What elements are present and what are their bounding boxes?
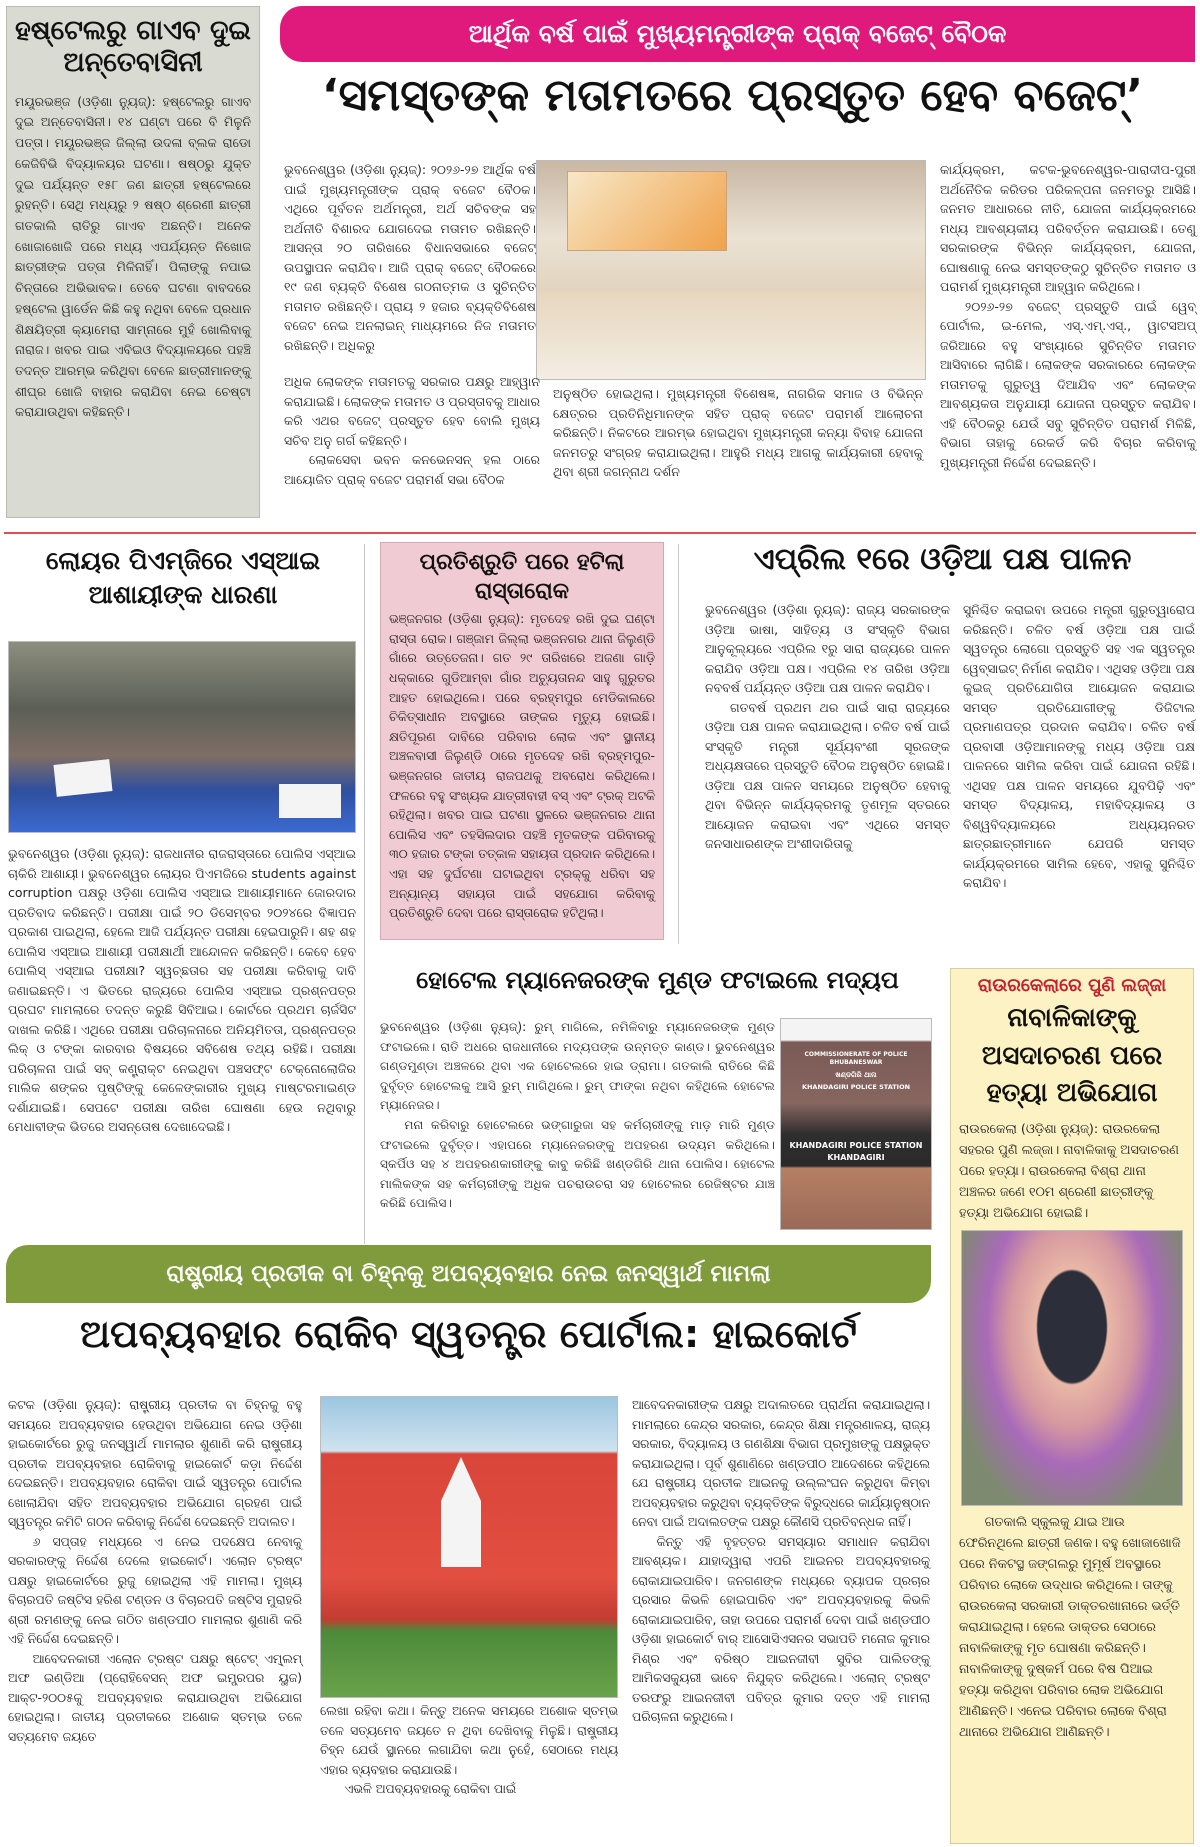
headline-odia-fortnight: ଏପ୍ରିଲ ୧ରେ ଓଡ଼ିଆ ପକ୍ଷ ପାଳନ	[753, 542, 1132, 577]
body-road-block: ଭଞ୍ଜନଗର (ଓଡ଼ିଶା ନ୍ୟୁଜ୍): ମୃତଦେହ ରଖି ଦୁଇ ଘଣ୍ଟା ରାସ୍ତା ରୋକ। ଗଞ୍ଜାମ ଜିଲ୍ଲା ଭଞ୍ଜନଗର ଥାନା ଜିଲୁଣ୍ଡି ଗାଁରେ ଉତ୍ତେଜନା। ଗତ ୨୯ ତାରିଖରେ ଅଜଣା ଗାଡ଼ି ଧକ୍କାରେ ଗୁଡିଆମ୍ବା ଗାଁର ଅଚ୍ୟୁତାନନ୍ଦ ସାହୁ ଗୁରୁତର ଆହତ ହୋଇଥିଲେ। ପରେ ବ୍ରହ୍ମପୁର ମେଡିକାଲରେ ଚିକିତ୍ସାଧୀନ ଅବସ୍ଥାରେ ତାଙ୍କର ମୃତ୍ୟୁ ହୋଇଛି। କ୍ଷତିପୂରଣ ଦାବିରେ ପରିବାର ଲୋକ ଏବଂ ସ୍ଥାନୀୟ ଅଞ୍ଚଳବାସୀ ଜିଲୁଣ୍ଡି ଠାରେ ମୃତଦେହ ରଖି ବ୍ରହ୍ମପୁର-ଭଞ୍ଜନଗର ଜାତୀୟ ରାଜପଥକୁ ଅବରୋଧ କରିଥିଲେ। ଫଳରେ ବହୁ ସଂଖ୍ୟକ ଯାତ୍ରୀବାହୀ ବସ୍ ଏବଂ ଟ୍ରକ୍ ଅଟକି ରହିଥିଲା। ଖବର ପାଇ ଘଟଣା ସ୍ଥଳରେ ଭଞ୍ଜନଗର ଥାନା ପୋଲିସ ଏବଂ ତହସିଲଦାର ପହଞ୍ଚି ମୃତକଙ୍କ ପରିବାରକୁ ୩୦ ହଜାର ଟଙ୍କା ତତ୍କାଳ ସହାୟତା ପ୍ରଦାନ କରିଥିଲେ। ଏହା ସହ ଦୁର୍ଘଟଣା ଘଟାଇଥିବା ଟ୍ରକ୍‌କୁ ଧରିବା ସହ ଅନ୍ୟାନ୍ୟ ସହାୟତା ପାଇଁ ସହଯୋଗ କରିବାକୁ ପ୍ରତିଶ୍ରୁତି ଦେବା ପରେ ରାସ୍ତାରୋକ ହଟିଥିଲା।	[389, 612, 655, 921]
photo-police-station	[780, 1018, 932, 1230]
photo-budget-meeting	[536, 160, 926, 380]
body-odia-fortnight-col1	[705, 600, 950, 854]
body-budget-col3-p2: ୨୦୨୬-୨୭ ବଜେଟ୍ ପ୍ରସ୍ତୁତି ପାଇଁ ୱେବ୍ ପୋର୍ଟାଲ, ଇ-ମେଲ, ଏସ୍.ଏମ୍.ଏସ୍., ୱାଟସଅପ୍ ଜରିଆରେ ବହୁ ସଂଖ୍ୟାରେ ସୁଚିନ୍ତିତ ମତାମତ ଆସିବାରେ ଲାଗିଛି। ଲୋକଙ୍କ ସରକାରରେ ଲୋକଙ୍କ ମତାମତକୁ ଗୁରୁତ୍ୱ ଦିଆଯିବ ଏବଂ ଲୋକଙ୍କ ଆବଶ୍ୟକତା ଅନୁଯାୟୀ ଯୋଜନା ପ୍ରସ୍ତୁତ କରାଯିବ। ଏହି ବୈଠକରୁ ଯେଉଁ ସବୁ ସୁଚିନ୍ତିତ ପରାମର୍ଶ ମିଳିଛି, ବିଭାଗ ତାହାକୁ ରେକର୍ଡ କରି ବିଚାର କରିବାକୁ ମୁଖ୍ୟମନ୍ତ୍ରୀ ନିର୍ଦ୍ଦେଶ ଦେଇଛନ୍ତି।	[940, 298, 1196, 470]
sign-station-line: KHANDAGIRI POLICE STATION	[801, 1083, 911, 1091]
photo-temple-facade	[441, 1457, 481, 1567]
headline-rourkela: ନାବାଳିକାଙ୍କୁ ଅସଦାଚରଣ ପରେ ହତ୍ୟା ଅଭିଯୋଗ	[981, 1003, 1163, 1109]
story-rourkela	[950, 968, 1194, 1844]
sign-commissionerate: COMMISSIONERATE OF POLICE BHUBANESWAR	[804, 1051, 908, 1066]
body-rourkela-p2: ଗତକାଲି ସ୍କୁଲକୁ ଯାଇ ଆଉ ଫେରିନଥିଲେ ଛାତ୍ରୀ ଜଣକ। ବହୁ ଖୋଜାଖୋଜି ପରେ ନିକଟସ୍ଥ ଜଙ୍ଗଲରୁ ମୁମୂର୍ଷ ଅବସ୍ଥାରେ ପରିବାର ଲୋକେ ଉଦ୍ଧାର କରିଥିଲେ। ତାଙ୍କୁ ରାଉରକେଲା ସରକାରୀ ଡାକ୍ତରଖାନାରେ ଭର୍ତ୍ତି କରାଯାଇଥିଲା। ହେଲେ ଡାକ୍ତର ସେଠାରେ ନାବାଳିକାଙ୍କୁ ମୃତ ଘୋଷଣା କରିଛନ୍ତି। ନାବାଳିକାଙ୍କୁ ଦୁଷ୍କର୍ମ ପରେ ବିଷ ପିଆଇ ହତ୍ୟା କରିଥିବା ପରିବାର ଲୋକ ଅଭିଯୋଗ ଆଣିଛନ୍ତି। ଏନେଇ ପରିବାର ଲୋକେ ବିଶ୍ରା ଥାନାରେ ଅଭିଯୋଗ ଆଣିଛନ୍ତି।	[959, 1515, 1181, 1741]
body-budget-col1: ଭୁବନେଶ୍ୱର (ଓଡ଼ିଶା ନ୍ୟୁଜ୍): ୨୦୨୬-୨୭ ଆର୍ଥିକ ବର୍ଷ ପାଇଁ ମୁଖ୍ୟମନ୍ତ୍ରୀଙ୍କ ପ୍ରାକ୍ ବଜେଟ ବୈଠକ। ଏଥିରେ ପୂର୍ବତନ ଅର୍ଥମନ୍ତ୍ରୀ, ଅର୍ଥ ସଚିବଙ୍କ ସହ ଅର୍ଥନୀତି ବିଶାରଦ ଯୋଗଦେଇ ମତାମତ ରଖିଛନ୍ତି। ଆସନ୍ତା ୨୦ ତାରିଖରେ ବିଧାନସଭାରେ ବଜେଟ୍ ଉପସ୍ଥାପନ କରାଯିବ। ଆଜି ପ୍ରାକ୍ ବଜେଟ୍ ବୈଠକରେ ୧୯ ଜଣ ବ୍ୟକ୍ତି ବିଶେଷ ଗଠନାତ୍ମକ ଓ ସୁଚିନ୍ତିତ ମତାମତ ରଖିଛନ୍ତି। ପ୍ରାୟ ୨ ହଜାର ବ୍ୟକ୍ତିବିଶେଷ ବଜେଟ ନେଇ ଅନଲାଇନ୍ ମାଧ୍ୟମରେ ନିଜ ମତାମତ ରଖିଛନ୍ତି। ଅଧିକରୁ	[284, 162, 536, 353]
body-high-court-col3-p1: ଆବେଦନକାରୀଙ୍କ ପକ୍ଷରୁ ଅଦାଲତରେ ପ୍ରାର୍ଥନା କରାଯାଇଥିଲା। ମାମଲାରେ କେନ୍ଦ୍ର ସରକାର, କେନ୍ଦ୍ର ଶିକ୍ଷା ମନ୍ତ୍ରଣାଳୟ, ରାଜ୍ୟ ସରକାର, ବିଦ୍ୟାଳୟ ଓ ଗଣଶିକ୍ଷା ବିଭାଗ ପ୍ରମୁଖଙ୍କୁ ପକ୍ଷଭୁକ୍ତ କରାଯାଇଥିଲା। ପୂର୍ବ ଶୁଣାଣିରେ ଖଣ୍ଡପୀଠ ଆଦେଶରେ କହିଥିଲେ ଯେ ରାଷ୍ଟ୍ରୀୟ ପ୍ରତୀକ ଆଇନକୁ ଉଲ୍ଲଂଘନ କରୁଥିବା କିମ୍ବା ଅପବ୍ୟବହାର କରୁଥିବା ବ୍ୟକ୍ତିଙ୍କ ବିରୁଦ୍ଧରେ କାର୍ଯ୍ୟାନୁଷ୍ଠାନ ନେବା ପାଇଁ ଅଦାଲତଙ୍କ ପକ୍ଷରୁ କୌଣସି ପ୍ରତିବନ୍ଧକ ନାହିଁ।	[632, 1398, 930, 1529]
photo-protest	[8, 641, 356, 833]
body-high-court-col2-p2: ଏଭଳି ଅପବ୍ୟବହାରକୁ ରୋକିବା ପାଇଁ	[344, 1782, 517, 1796]
body-high-court-col2	[320, 1702, 618, 1800]
protest-placard	[279, 784, 341, 818]
body-high-court-col3	[632, 1396, 930, 1728]
body-high-court-p1: କଟକ (ଓଡ଼ିଶା ନ୍ୟୁଜ୍): ରାଷ୍ଟ୍ରୀୟ ପ୍ରତୀକ ବା ଚିହ୍ନକୁ ବହୁ ସମୟରେ ଅପବ୍ୟବହାର ହେଉଥିବା ଅଭିଯୋଗ ନେଇ ଓଡ଼ିଶା ହାଇକୋର୍ଟରେ ରୁଜୁ ଜନସ୍ୱାର୍ଥ ମାମଲାର ଶୁଣାଣି କରି ରାଷ୍ଟ୍ରୀୟ ପ୍ରତୀକ ଅପବ୍ୟବହାର ରୋକିବାକୁ ହାଇକୋର୍ଟ କଡ଼ା ନିର୍ଦ୍ଦେଶ ଦେଇଛନ୍ତି। ଅପବ୍ୟବହାର ରୋକିବା ପାଇଁ ସ୍ୱତନ୍ତ୍ର ପୋର୍ଟାଲ ଖୋଲାଯିବା ସହିତ ଅପବ୍ୟବହାର ଅଭିଯୋଗ ଗ୍ରହଣ ପାଇଁ ସ୍ୱତନ୍ତ୍ର କମିଟି ଗଠନ କରିବାକୁ ନିର୍ଦ୍ଦେଶ ଦେଇଛନ୍ତି ଅଦାଲତ।	[8, 1398, 302, 1529]
photo-banner	[567, 171, 727, 251]
kicker-rourkela: ରାଉରକେଲାରେ ପୁଣି ଲଜ୍ଜା	[977, 975, 1167, 996]
story-hostel	[6, 6, 260, 518]
kicker-budget: ଆର୍ଥିକ ବର୍ଷ ପାଇଁ ମୁଖ୍ୟମନ୍ତ୍ରୀଙ୍କ ପ୍ରାକ୍ ବଜେଟ୍ ବୈଠକ	[280, 6, 1195, 62]
headline-budget: ‘ସମସ୍ତଙ୍କ ମତାମତରେ ପ୍ରସ୍ତୁତ ହେବ ବଜେଟ୍’	[321, 70, 1144, 121]
headline-road-block: ପ୍ରତିଶ୍ରୁତି ପରେ ହଟିଲା ରାସ୍ତାରୋକ	[419, 550, 625, 604]
board-line2: KHANDAGIRI	[827, 1153, 885, 1162]
body-odia-fortnight-col2: ସୁନିଶ୍ଚିତ କରାଇବା ଉପରେ ମନ୍ତ୍ରୀ ଗୁରୁତ୍ୱାରୋପ କରିଛନ୍ତି। ଚଳିତ ବର୍ଷ ଓଡ଼ିଆ ପକ୍ଷ ପାଇଁ ସ୍ୱତନ୍ତ୍ର ଲୋଗୋ ପ୍ରସ୍ତୁତି ସହ ଏକ ସ୍ୱତନ୍ତ୍ର ୱେବ୍‌ସାଇଟ୍ ନିର୍ମାଣ କରାଯିବ। ଏଥିସହ ଓଡ଼ିଆ ପକ୍ଷ କୁଇଜ୍ ପ୍ରତିଯୋଗିତା ଆୟୋଜନ କରାଯାଇ ସମସ୍ତ ପ୍ରତିଯୋଗୀଙ୍କୁ ଡିଜିଟାଲ ପ୍ରମାଣପତ୍ର ପ୍ରଦାନ କରାଯିବ। ଚଳିତ ବର୍ଷ ପ୍ରବାସୀ ଓଡ଼ିଆମାନଙ୍କୁ ମଧ୍ୟ ଓଡ଼ିଆ ପକ୍ଷ ପାଳନରେ ସାମିଲ କରିବା ପାଇଁ ଯୋଜନା ରହିଛି। ଏଥିସହ ପକ୍ଷ ପାଳନ ସମୟରେ ଯୁବପିଢ଼ି ଏବଂ ସମସ୍ତ ବିଦ୍ୟାଳୟ, ମହାବିଦ୍ୟାଳୟ ଓ ବିଶ୍ୱବିଦ୍ୟାଳୟରେ ଅଧ୍ୟୟନରତ ଛାତ୍ରଛାତ୍ରୀମାନେ ଯେପରି ସମସ୍ତ କାର୍ଯ୍ୟକ୍ରମରେ ସାମିଲ ହେବେ, ଏହାକୁ ସୁନିଶ୍ଚିତ କରାଯିବ।	[963, 602, 1195, 890]
body-high-court-p2: ୬ ସପ୍ତାହ ମଧ୍ୟରେ ଏ ନେଇ ପଦକ୍ଷେପ ନେବାକୁ ସରକାରଙ୍କୁ ନିର୍ଦ୍ଦେଶ ଦେଲେ ହାଇକୋର୍ଟ। ଏଲୋନ ଟ୍ରଷ୍ଟ ପକ୍ଷରୁ ହାଇକୋର୍ଟରେ ରୁଜୁ ହୋଇଥିଲା ଏହି ମାମଲା। ମୁଖ୍ୟ ବିଚାରପତି ଜଷ୍ଟିସ ହରିଶ ଟଣ୍ଡନ ଓ ବିଚାରପତି ଜଷ୍ଟିସ ମୁରାହରି ଶ୍ରୀ ରମଣଙ୍କୁ ନେଇ ଗଠିତ ଖଣ୍ଡପୀଠ ମାମଲାର ଶୁଣାଣି କରି ଏହି ନିର୍ଦ୍ଦେଶ ଦେଇଛନ୍ତି।	[8, 1534, 302, 1646]
photo-high-court-building	[320, 1396, 618, 1698]
body-hotel-p2: ମନା କରିବାରୁ ହୋଟେଲରେ ଭଙ୍ଗାରୁଜା ସହ କର୍ମଚାରୀଙ୍କୁ ମାଡ଼ ମାରି ମୁଣ୍ଡ ଫଟାଇଲେ ଦୁର୍ବୃତ୍ତ। ଏହାପରେ ମ୍ୟାନେଜରଙ୍କୁ ଅପହରଣ ଉଦ୍ୟମ କରିଥିଲେ। ସ୍କର୍ପିଓ ସହ ୪ ଅପହରଣକାରୀଙ୍କୁ କାବୁ କରିଛି ଖଣ୍ଡଗିରି ଥାନା ପୋଲିସ। ହୋଟେଲ ମାଲିକଙ୍କ ସହ କର୍ମଚାରୀଙ୍କୁ ଅଧିକ ପଚରାଉଚରା ସହ ହୋଟେଲର ରେଜିଷ୍ଟର ଯାଞ୍ଚ କରିଛି ପୋଲିସ।	[380, 1117, 775, 1211]
body-budget-col3	[940, 160, 1196, 472]
body-budget-col2: ଅନୁଷ୍ଠିତ ହୋଇଥିଲା। ମୁଖ୍ୟମନ୍ତ୍ରୀ ବିଶେଷଜ୍ଞ, ନାଗରିକ ସମାଜ ଓ ବିଭିନ୍ନ କ୍ଷେତ୍ରର ପ୍ରତିନିଧିମାନଙ୍କ ସହିତ ପ୍ରାକ୍ ବଜେଟ ପରାମର୍ଶ ଆଲୋଚନା କରିଛନ୍ତି। ନିକଟରେ ଆରମ୍ଭ ହୋଇଥିବା ମୁଖ୍ୟମନ୍ତ୍ରୀ କନ୍ୟା ବିବାହ ଯୋଜନା ଜନମତରୁ ସଂଗ୍ରହ କରାଯାଇଥିଲା। ଆହୁରି ମଧ୍ୟ ଆଗକୁ କାର୍ଯ୍ୟକାରୀ ହେବାକୁ ଥିବା ଶ୍ରୀ ଜଗନ୍ନାଥ ଦର୍ଶନ	[553, 386, 923, 479]
body-budget-col1-tail: ଅଧିକ ଲୋକଙ୍କ ମତାମତକୁ ସରକାର ପକ୍ଷରୁ ଆହ୍ୱାନ କରାଯାଇଛି। ଲୋକଙ୍କ ମତାମତ ଓ ପ୍ରସ୍ତାବକୁ ଆଧାର କରି ଏଥର ବଜେଟ୍ ପ୍ରସ୍ତୁତ ହେବ ବୋଲି ମୁଖ୍ୟ ସଚିବ ଅନୁ ଗର୍ଗ କହିଛନ୍ତି।	[284, 374, 540, 448]
headline-hotel: ହୋଟେଲ ମ୍ୟାନେଜରଙ୍କ ମୁଣ୍ଡ ଫଟାଇଲେ ମଦ୍ୟପ	[416, 966, 899, 994]
kicker-high-court: ରାଷ୍ଟ୍ରୀୟ ପ୍ରତୀକ ବା ଚିହ୍ନକୁ ଅପବ୍ୟବହାର ନେଇ ଜନସ୍ୱାର୍ଥ ମାମଲା	[6, 1245, 931, 1303]
body-high-court-col3-p2: କିନ୍ତୁ ଏହି ବୃହତ୍ତର ସମସ୍ୟାର ସମାଧାନ କରାଯିବା ଆବଶ୍ୟକ। ଯାହାଦ୍ୱାରା ଏପରି ଆଇନର ଅପବ୍ୟବହାରକୁ ରୋକାଯାଇପାରିବ। ଜନଗଣଙ୍କ ମଧ୍ୟରେ ବ୍ୟାପକ ପ୍ରଚାର ପ୍ରସାର କିଭଳି ହୋଇପାରିବ ଏବଂ ଅପବ୍ୟବହାରକୁ କିଭଳି ରୋକାଯାଇପାରିବ, ତାହା ଉପରେ ପରାମର୍ଶ ଦେବା ପାଇଁ ଖଣ୍ଡପୀଠ ଓଡ଼ିଶା ହାଇକୋର୍ଟ ବାର୍ ଆସୋସିଏସନର ସଭାପତି ମନୋଜ କୁମାର ମିଶ୍ର ଏବଂ ବରିଷ୍ଠ ଆଇନଜୀବୀ ସୁବିର ପାଲିତଙ୍କୁ ଆମିକସକ୍ୟୁରୀ ଭାବେ ନିଯୁକ୍ତ କରିଥିଲେ। ଏଲୋନ୍ ଟ୍ରଷ୍ଟ ତରଫରୁ ଆଇନଜୀବୀ ପବିତ୍ର କୁମାର ଦତ୍ତ ଏହି ମାମଲା ପରିଚାଳନା କରୁଥିଲେ।	[632, 1534, 930, 1724]
body-high-court-col1	[8, 1396, 302, 1747]
photo-illustration	[961, 1230, 1183, 1506]
body-high-court-col2-p1: ଲେଖା ରହିବା କଥା। କିନ୍ତୁ ଅନେକ ସମୟରେ ଅଶୋକ ସ୍ତମ୍ଭ ତଳେ ସତ୍ୟମେବ ଜୟତେ ନ ଥିବା ଦେଖିବାକୁ ମିଳୁଛି। ରାଷ୍ଟ୍ରୀୟ ଚିହ୍ନ ଯେଉଁ ସ୍ଥାନରେ ଲଗାଯିବା କଥା ନୁହେଁ, ସେଠାରେ ମଧ୍ୟ ଏହାର ବ୍ୟବହାର କରାଯାଉଛି।	[320, 1704, 618, 1777]
body-odia-fortnight-p2: ଗତବର୍ଷ ପ୍ରଥମ ଥର ପାଇଁ ସାରା ରାଜ୍ୟରେ ଓଡ଼ିଆ ପକ୍ଷ ପାଳନ କରାଯାଇଥିଲା। ଚଳିତ ବର୍ଷ ପାଇଁ ସଂସ୍କୃତି ମନ୍ତ୍ରୀ ସୂର୍ଯ୍ୟବଂଶୀ ସୂରଜଙ୍କ ଅଧ୍ୟକ୍ଷତାରେ ପ୍ରସ୍ତୁତି ବୈଠକ ଅନୁଷ୍ଠିତ ହୋଇଛି। ଓଡ଼ିଆ ପକ୍ଷ ପାଳନ ସମୟରେ ଅନୁଷ୍ଠିତ ହେବାକୁ ଥିବା ବିଭିନ୍ନ କାର୍ଯ୍ୟକ୍ରମକୁ ତୃଣମୂଳ ସ୍ତରରେ ଆୟୋଜନ କରାଇବା ଏବଂ ଏଥିରେ ସମସ୍ତ ଜନସାଧାରଣଙ୍କ ଅଂଶୀଦାରିତାକୁ	[705, 699, 950, 851]
story-road-block	[380, 542, 664, 940]
board-line1: KHANDAGIRI POLICE STATION	[789, 1141, 923, 1150]
body-odia-fortnight-p1: ଭୁବନେଶ୍ୱର (ଓଡ଼ିଶା ନ୍ୟୁଜ୍): ରାଜ୍ୟ ସରକାରଙ୍କ ଓଡ଼ିଆ ଭାଷା, ସାହିତ୍ୟ ଓ ସଂସ୍କୃତି ବିଭାଗ ଆନୁକୂଲ୍ୟରେ ଏପ୍ରିଲ ୧ରୁ ସାରା ରାଜ୍ୟରେ ପାଳନ କରାଯିବ ଓଡ଼ିଆ ପକ୍ଷ। ଏପ୍ରିଲ ୧୪ ତାରିଖ ଓଡ଼ିଆ ନବବର୍ଷ ପର୍ଯ୍ୟନ୍ତ ଓଡ଼ିଆ ପକ୍ଷ ପାଳନ କରାଯିବ।	[705, 602, 950, 695]
photo-table	[537, 291, 925, 380]
column-rule	[364, 544, 365, 1244]
body-high-court-p3: ଆବେଦନକାରୀ ଏଲୋନ ଟ୍ରଷ୍ଟ ପକ୍ଷରୁ ଷ୍ଟେଟ୍ ଏମ୍ବ୍ଲମ୍ ଅଫ ଇଣ୍ଡିଆ (ପ୍ରୋହିବେସନ୍ ଅଫ ଇମ୍ପ୍ରପର ୟୁଜ) ଆକ୍ଟ-୨୦୦୫କୁ ଅପବ୍ୟବହାର କରାଯାଉଥିବା ଅଭିଯୋଗ ହୋଇଥିଲା। ଜାତୀୟ ପ୍ରତୀକରେ ଅଶୋକ ସ୍ତମ୍ଭ ତଳେ ସତ୍ୟମେବ ଜୟତେ	[8, 1651, 302, 1744]
headline-high-court: ଅପବ୍ୟବହାର ରୋକିବ ସ୍ୱତନ୍ତ୍ର ପୋର୍ଟାଲ: ହାଇକୋର୍ଟ	[80, 1312, 857, 1356]
body-budget-col1-para2: ଲୋକସେବା ଭବନ କନଭେନସନ୍ ହଲ ଠାରେ ଆୟୋଜିତ ପ୍ରାକ୍ ବଜେଟ ପରାମର୍ଶ ସଭା ବୈଠକ	[284, 452, 540, 487]
body-hostel: ମୟୂରଭଞ୍ଜ (ଓଡ଼ିଶା ନ୍ୟୁଜ୍): ହଷ୍ଟେଲରୁ ଗାଏବ ଦୁଇ ଅନ୍ତେବାସିନୀ। ୧୪ ଘଣ୍ଟା ପରେ ବି ମିଳୁନି ପତ୍ତା। ମୟୂରଭଞ୍ଜ ଜିଲ୍ଲା ଉଦଳା ବ୍ଲକ ରାଡୋ କେଜିବିଭି ବିଦ୍ୟାଳୟର ଘଟଣା। ଷଷ୍ଠରୁ ଯୁକ୍ତ ଦୁଇ ପର୍ଯ୍ୟନ୍ତ ୧୫୮ ଜଣ ଛାତ୍ରୀ ହଷ୍ଟେଲରେ ରୁହନ୍ତି। ସେଥି ମଧ୍ୟରୁ ୨ ଷଷ୍ଠ ଶ୍ରେଣୀ ଛାତ୍ରୀ ଗତକାଲି ରାତିରୁ ଗାଏବ ଅଛନ୍ତି। ଅନେକ ଖୋଜାଖୋଜି ପରେ ମଧ୍ୟ ଏପର୍ଯ୍ୟନ୍ତ ନିଖୋଜ ଛାତ୍ରୀଙ୍କ ପତ୍ତା ମିଳିନାହିଁ। ପିଲାଙ୍କୁ ନପାଇ ଚିନ୍ତାରେ ଅଭିଭାବକ। ତେବେ ଘଟଣା ବାବଦରେ ହଷ୍ଟେଲ ୱାର୍ଡେନ କିଛି କହୁ ନଥିବା ବେଳେ ପ୍ରଧାନ ଶିକ୍ଷୟିତ୍ରୀ କ୍ୟାମେରା ସାମ୍ନାରେ ମୁହଁ ଖୋଲିବାକୁ ନାରାଜ। ଖବର ପାଇ ଏବିଇଓ ବିଦ୍ୟାଳୟରେ ପହଞ୍ଚି ତଦନ୍ତ ଆରମ୍ଭ କରିଥିବା ବେଳେ ଛାତ୍ରୀମାନଙ୍କୁ ଶୀଘ୍ର ଖୋଜି ବାହାର କରାଯିବା ନେଇ ଚେଷ୍ଟା କରାଯାଉଥିବା କହିଛନ୍ତି।	[15, 93, 251, 420]
body-hotel-p1: ଭୁବନେଶ୍ୱର (ଓଡ଼ିଶା ନ୍ୟୁଜ୍): ରୁମ୍ ମାଗିଲେ, ନମିଳିବାରୁ ମ୍ୟାନେଜରଙ୍କ ମୁଣ୍ଡ ଫଟାଇଲେ। ରାତି ଅଧରେ ରାଜଧାନୀରେ ମଦ୍ୟପଙ୍କ ଉନ୍ମତ୍ତ କାଣ୍ଡ। ଭୁବନେଶ୍ୱର ଗଣ୍ଡମୁଣ୍ଡା ଅଞ୍ଚଳରେ ଥିବା ଏକ ହୋଟେଲରେ ହାଇ ଡ୍ରାମା। ଗତକାଲି ରାତିରେ କିଛି ଦୁର୍ବୃତ୍ତ ହୋଟେଲକୁ ଆସି ରୁମ୍ ମାଗିଥିଲେ। ରୁମ୍ ଫାଙ୍କା ନଥିବା କହିଥିଲେ ହୋଟେଲ ମ୍ୟାନେଜର।	[380, 1020, 775, 1113]
body-si-aspirants: ଭୁବନେଶ୍ୱର (ଓଡ଼ିଶା ନ୍ୟୁଜ୍): ରାଜଧାନୀର ରାଜରାସ୍ତାରେ ପୋଲିସ ଏସ୍‌ଆଇ ଚାକିରି ଆଶାୟୀ। ଭୁବନେଶ୍ୱର ଲୋୟର ପିଏମଜିରେ students against corruption ପକ୍ଷରୁ ଓଡ଼ିଶା ପୋଲିସ ଏସ୍‌ଆଇ ଆଶାୟୀମାନେ ଜୋରଦାର ପ୍ରତିବାଦ କରିଛନ୍ତି। ପରୀକ୍ଷା ପାଇଁ ୨୦ ଡିସେମ୍ବର ୨୦୨୪ରେ ବିଜ୍ଞାପନ ପ୍ରକାଶ ପାଇଥିଲା, ହେଲେ ଆଜି ପର୍ଯ୍ୟନ୍ତ ପରୀକ୍ଷା ହେଇପାରୁନି। ଶହ ଶହ ପୋଲିସ ଏସ୍‌ଆଇ ଆଶାୟୀ ପରୀକ୍ଷାର୍ଥୀ ଆନ୍ଦୋଳନ କରିଛନ୍ତି। କେବେ ହେବ ପୋଲିସ୍ ଏସ୍‌ଆଇ ପରୀକ୍ଷା? ସ୍ୱଚ୍ଛତାର ସହ ପରୀକ୍ଷା କରିବାକୁ ଦାବି ଜଣାଇଛନ୍ତି। ଏ ଭିତରେ ରାଜ୍ୟରେ ପୋଲିସ ଏସ୍‌ଆଇ ପ୍ରଶ୍ନପତ୍ର ପ୍ରଘଟ ମାମଲାରେ ତଦନ୍ତ କରୁଛି ସିବିଆଇ। କୋର୍ଟରେ ପ୍ରଥମ ଚାର୍ଜସିଟ ଦାଖଲ କରିଛି। ଏଥିରେ ପରୀକ୍ଷା ପରିଚାଳନାରେ ଅନିୟମିତତା, ପ୍ରଶ୍ନପତ୍ର ଲିକ୍ ଓ ଟଙ୍କା କାରବାର ବିଷୟରେ ସବିଶେଷ ତଥ୍ୟ ରହିଛି। ପରୀକ୍ଷା ପରିଚାଳନା ପାଇଁ ସବ୍ କଣ୍ଟ୍ରାକ୍ଟ ନେଇଥିବା ପଞ୍ଚସଫ୍ଟ ଟେକ୍ନୋଲୋଜିର ମାଲିକ ଶଙ୍କର ପୃଷ୍ଟିଙ୍କୁ କେଳେଙ୍କାରୀର ମୁଖ୍ୟ ମାଷ୍ଟରମାଇଣ୍ଡ ଦର୍ଶାଯାଇଛି। ସେପଟେ ପରୀକ୍ଷା ତାରିଖ ଘୋଷଣା ହେଉ ନଥିବାରୁ ମେଧାବୀଙ୍କ ଭିତରେ ଅସନ୍ତୋଷ ଦେଖାଦେଇଛି।	[8, 846, 356, 1134]
body-budget-col1-bottom	[284, 372, 540, 489]
body-hotel	[380, 1018, 775, 1214]
body-rourkela-p1: ରାଉରକେଲା (ଓଡ଼ିଶା ନ୍ୟୁଜ୍): ରାଉରକେଲା ସହରର ପୁଣି ଲଜ୍ଜା। ନାବାଳିକାକୁ ଅସଦାଚରଣ ପରେ ହତ୍ୟା। ରାଉରକେଲା ବିଶ୍ରା ଥାନା ଅଞ୍ଚଳର ଜଣେ ୧୦ମ ଶ୍ରେଣୀ ଛାତ୍ରୀଙ୍କୁ ହତ୍ୟା ଅଭିଯୋଗ ହୋଇଛି।	[959, 1122, 1179, 1222]
body-budget-col3-p1: କାର୍ଯ୍ୟକ୍ରମ, କଟକ-ଭୁବନେଶ୍ୱର-ପାରାଦୀପ-ପୁରୀ ଅର୍ଥନୈତିକ କରିଡର ପରିକଳ୍ପନା ଜନମତରୁ ଆସିଛି। ଜନମତ ଆଧାରରେ ନୀତି, ଯୋଜନା କାର୍ଯ୍ୟକ୍ରମରେ ମଧ୍ୟ ଆବଶ୍ୟକୀୟ ପରିବର୍ତ୍ତନ କରାଯାଉଛି। ତେଣୁ ସରକାରଙ୍କ ବିଭିନ୍ନ କାର୍ଯ୍ୟକ୍ରମ, ଯୋଜନା, ଘୋଷଣାକୁ ନେଇ ସମସ୍ତଙ୍କଠୁ ସୁଚିନ୍ତିତ ମତାମତ ଓ ପରାମର୍ଶ ମୁଖ୍ୟମନ୍ତ୍ରୀ ଆହ୍ୱାନ କରିଥିଲେ।	[940, 162, 1196, 294]
sign-station-odia: ଖଣ୍ଡଗିରି ଥାନା	[835, 1071, 877, 1079]
headline-hostel: ହଷ୍ଟେଲରୁ ଗାଏବ ଦୁଇ ଅନ୍ତେବାସିନୀ	[15, 15, 251, 79]
section-divider	[4, 532, 1196, 534]
headline-si-aspirants: ଲୋୟର ପିଏମ୍‌ଜିରେ ଏସ୍‌ଆଇ ଆଶାୟୀଙ୍କ ଧାରଣା	[45, 546, 321, 609]
column-rule	[678, 544, 679, 944]
protest-placard	[53, 759, 112, 797]
